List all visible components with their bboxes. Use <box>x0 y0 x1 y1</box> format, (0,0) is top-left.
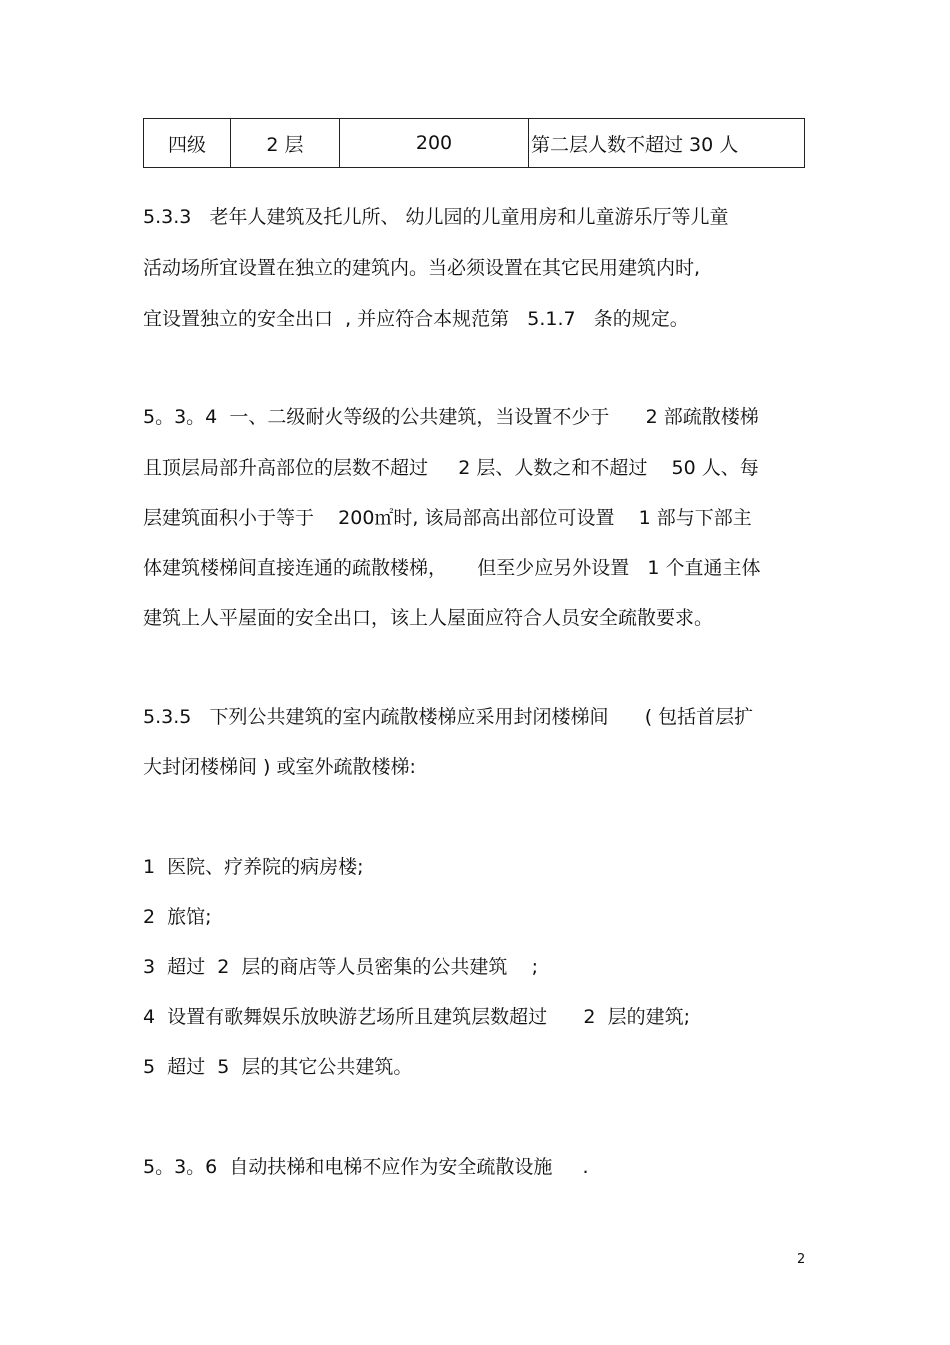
table-cell-rating: 四级 <box>144 119 231 168</box>
clause-5-3-4-line-5: 建筑上人平屋面的安全出口，该上人屋面应符合人员安全疏散要求。 <box>143 607 714 629</box>
clause-5-3-6: 5。3。6 自动扶梯和电梯不应作为安全疏散设施 . <box>143 1156 589 1178</box>
clause-5-3-3-line-3: 宜设置独立的安全出口 , 并应符合本规范第 5.1.7 条的规定。 <box>143 308 689 330</box>
list-item: 3 超过 2 层的商店等人员密集的公共建筑 ; <box>143 956 538 978</box>
clause-5-3-4-line-4: 体建筑楼梯间直接连通的疏散楼梯， 但至少应另外设置 1 个直通主体 <box>143 557 761 579</box>
clause-5-3-4-line-2: 且顶层局部升高部位的层数不超过 2 层、人数之和不超过 50 人、每 <box>143 457 759 479</box>
fire-rating-table <box>143 118 805 168</box>
clause-5-3-3-line-1: 5.3.3 老年人建筑及托儿所、 幼儿园的儿童用房和儿童游乐厅等儿童 <box>143 206 729 228</box>
clause-5-3-4-line-3: 层建筑面积小于等于 200㎡时, 该局部高出部位可设置 1 部与下部主 <box>143 507 752 529</box>
clause-5-3-4-line-1: 5。3。4 一、二级耐火等级的公共建筑，当设置不少于 2 部疏散楼梯 <box>143 406 759 428</box>
clause-5-3-5-line-1: 5.3.5 下列公共建筑的室内疏散楼梯应采用封闭楼梯间 ( 包括首层扩 <box>143 706 754 728</box>
page-number: 2 <box>797 1252 806 1267</box>
list-item: 5 超过 5 层的其它公共建筑。 <box>143 1056 413 1078</box>
clause-5-3-3-line-2: 活动场所宜设置在独立的建筑内。当必须设置在其它民用建筑内时, <box>143 257 701 279</box>
table-row <box>144 119 805 168</box>
table-cell-floors: 2 层 <box>231 119 340 168</box>
list-item: 1 医院、疗养院的病房楼; <box>143 856 364 878</box>
table-cell-area: 200 <box>340 119 529 168</box>
table-cell-note: 第二层人数不超过 30 人 <box>529 119 805 168</box>
list-item: 4 设置有歌舞娱乐放映游艺场所且建筑层数超过 2 层的建筑; <box>143 1006 690 1028</box>
list-item: 2 旅馆; <box>143 906 212 928</box>
clause-5-3-5-line-2: 大封闭楼梯间 ) 或室外疏散楼梯: <box>143 756 416 778</box>
